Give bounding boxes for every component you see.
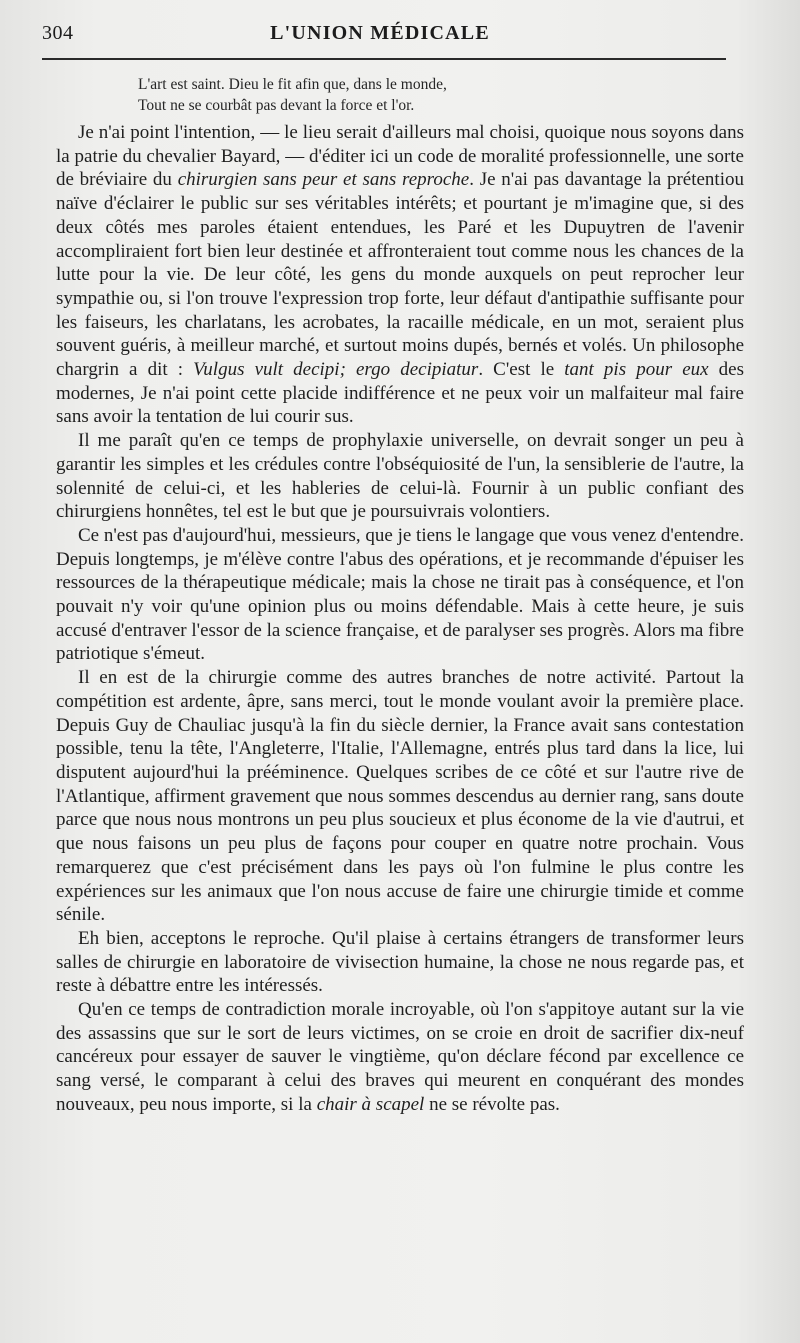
paragraph (56, 927, 744, 998)
text-run: Eh bien, acceptons le reproche. Qu'il plaise à certains étrangers de transformer leurs salles de chirurgie en laboratoire de vivisection humaine, la chose ne nous regarde pas, et reste à débattre entre les intéressés. (56, 927, 744, 997)
epigraph (138, 74, 658, 116)
epigraph-line: L'art est saint. Dieu le fit afin que, dans le monde, (138, 76, 447, 93)
text-run: Il me paraît qu'en ce temps de prophylaxie universelle, on devrait songer un peu à garantir les simples et les crédules contre l'obséquiosité de l'un, la sensiblerie de l'autre, la solennité de celui-ci, et les hableries de celui-là. Fournir à un public confiant des chirurgiens honnêtes, tel est le but que je poursuivrais volontiers. (56, 430, 744, 523)
text-run: . Je n'ai pas davantage la prétentiou naïve d'éclairer le public sur ses véritables intérêts; et pourtant je m'imagine que, si des deux côtés mes paroles étaient entendues, les Paré et les Dupuytren de l'avenir accompliraient fort bien leur destinée et affronteraient tout comme nous les chances de la lutte pour la vie. De leur côté, les gens du monde auxquels on peut reprocher leur sympathie ou, si l'on trouve l'expression trop forte, leur défaut d'antipathie suffisante pour les faiseurs, les charlatans, les acrobates, la racaille médicale, en un mot, seraient plus souvent guéris, à meilleur marché, et surtout moins dupés, bernés et volés. Un philosophe chargrin a dit : (56, 169, 744, 381)
running-title: L'UNION MÉDICALE (270, 22, 490, 44)
text-run: Il en est de la chirurgie comme des autres branches de notre activité. Partout la compétition est ardente, âpre, sans merci, tout le monde voulant avoir la première place. Depuis Guy de Chauliac jusqu'à la fin du siècle dernier, la France avait sans contestation possible, tenu la tête, l'Angleterre, l'Italie, l'Allemagne, entrés plus tard dans la lice, lui disputent aujourd'hui la prééminence. Quelques scribes de ce côté et sur l'autre rive de l'Atlantique, affirment gravement que nous sommes descendus au dernier rang, sans doute parce que nous nous montrons un peu plus soucieux et plus économe de la vie d'autrui, et que nous faisons un peu plus de façons pour couper en quatre notre prochain. Vous remarquerez que c'est précisément dans les pays où l'on fulmine le plus contre les expériences sur les animaux que l'on nous accuse de faire une chirurgie timide et comme sénile. (56, 667, 744, 926)
italic-text: chair à scapel (316, 1093, 425, 1115)
text-run: Ce n'est pas d'aujourd'hui, messieurs, que je tiens le langage que vous venez d'entendre. Depuis longtemps, je m'élève contre l'abus des opérations, et je recommande d'épuiser les ressources de la thérapeutique médicale; mais la chose ne tirait pas à conséquence, et l'on pouvait n'y voir qu'une opinion plus ou moins défendable. Mais à cette heure, je suis accusé d'entraver l'essor de la science française, et de paralyser ses progrès. Alors ma fibre patriotique s'émeut. (56, 524, 744, 665)
paragraph (56, 524, 744, 666)
text-run: Qu'en ce temps de contradiction morale incroyable, où l'on s'appitoye autant sur la vie des assassins que sur le sort de leurs victimes, on se croie en droit de sacrifier dix-neuf cancéreux pour essayer de sauver le vingtième, qu'on déclare fécond par excellence ce sang versé, le comparant à celui des braves qui meurent en conquérant des mondes nouveaux, peu nous importe, si la (56, 999, 744, 1115)
italic-text: chirurgien sans peur et sans reproche (177, 169, 470, 191)
epigraph-line: Tout ne se courbât pas devant la force et l'or. (138, 97, 415, 114)
text-run: ne se révolte pas. (424, 1093, 560, 1115)
body-text (56, 121, 744, 1117)
page-header (34, 22, 726, 52)
paragraph (56, 121, 744, 429)
paragraph (56, 429, 744, 524)
text-run: Je n'ai point l'intention, — le lieu serait d'ailleurs mal choisi, quoique nous soyons dans la patrie du chevalier Bayard, — d'éditer ici un code de moralité professionnelle, une sorte de bréviaire du (56, 122, 744, 191)
text-run: des modernes, Je n'ai point cette placide indifférence et ne peux voir un malfaiteur mal faire sans avoir la tentation de lui courir sus. (56, 359, 744, 428)
page-number: 304 (42, 22, 74, 44)
paragraph (56, 998, 744, 1117)
paragraph (56, 666, 744, 927)
text-run: . C'est le (478, 359, 565, 381)
italic-text: tant pis pour eux (564, 359, 709, 381)
italic-text: Vulgus vult decipi; ergo decipiatur (193, 359, 479, 381)
header-rule (42, 58, 726, 60)
